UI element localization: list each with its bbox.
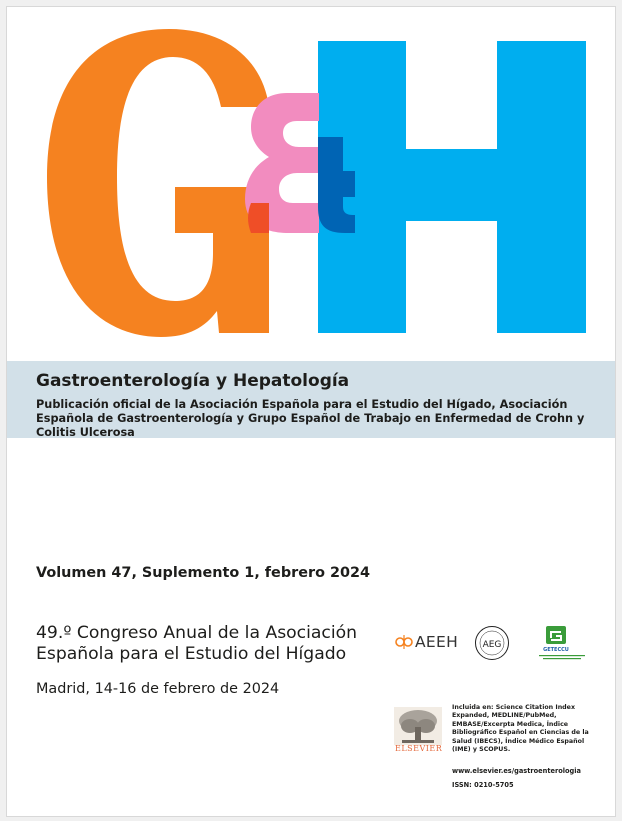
aeeh-label: AEEH bbox=[415, 633, 459, 651]
issn: ISSN: 0210-5705 bbox=[452, 781, 514, 789]
aeg-label: AEG bbox=[482, 640, 502, 650]
logo-letter-h-right bbox=[497, 41, 586, 333]
journal-subtitle: Publicación oficial de la Asociación Española para el Estudio del Hígado, Asociación Española de Gastroenterología y Grupo Español de Trabajo en Enfermedad de Crohn y Colitis Ulcerosa bbox=[36, 398, 585, 439]
logo-letter-h-bar bbox=[406, 149, 497, 221]
geteccu-logo bbox=[537, 624, 587, 664]
logo-letter-g bbox=[47, 29, 269, 337]
congress-title: 49.º Congreso Anual de la Asociación Española para el Estudio del Hígado bbox=[36, 623, 358, 664]
logo-overlap bbox=[248, 203, 269, 233]
aeeh-emblem-icon bbox=[393, 631, 415, 653]
journal-title: Gastroenterología y Hepatología bbox=[36, 371, 350, 391]
journal-cover bbox=[6, 6, 616, 817]
geteccu-label: GETECCU bbox=[543, 647, 569, 653]
gh-logo bbox=[7, 7, 615, 367]
congress-place-date: Madrid, 14-16 de febrero de 2024 bbox=[36, 681, 280, 697]
journal-band bbox=[7, 361, 615, 438]
journal-url: www.elsevier.es/gastroenterologia bbox=[452, 767, 581, 775]
indexing-note: Incluida en: Science Citation Index Expanded, MEDLINE/PubMed, EMBASE/Excerpta Medica, Índice Bibliográfico Español en Ciencias de la Salud (IBECS), Índice Médico Español (IME) y SCOPUS. bbox=[452, 704, 589, 754]
aeg-logo bbox=[474, 625, 510, 661]
elsevier-wordmark: ELSEVIER bbox=[395, 744, 443, 753]
aeeh-logo bbox=[393, 631, 465, 655]
issue-volume: Volumen 47, Suplemento 1, febrero 2024 bbox=[36, 565, 371, 581]
